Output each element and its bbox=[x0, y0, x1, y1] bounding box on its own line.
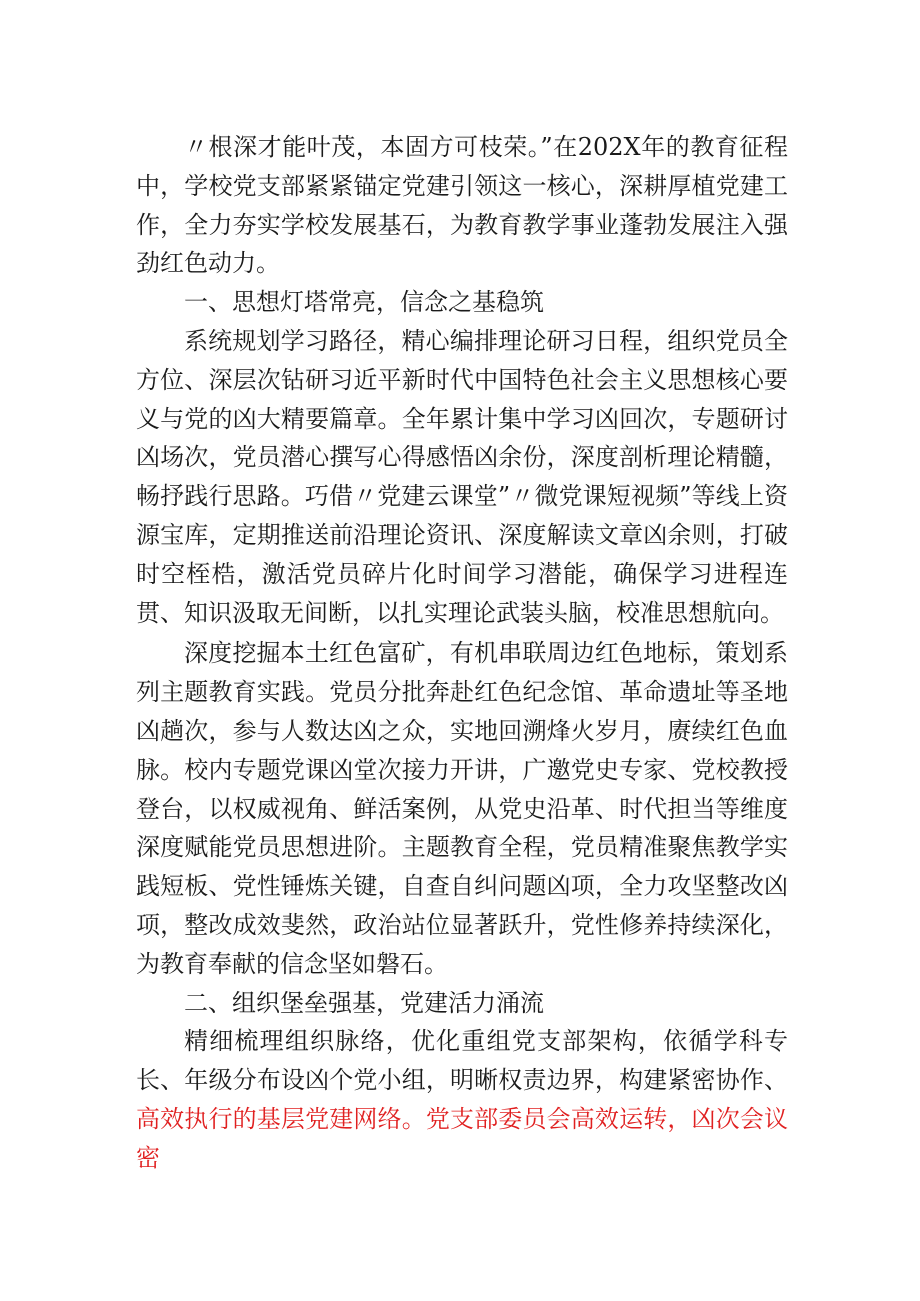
intro-paragraph: 〃根深才能叶茂，本固方可枝荣。”在202X年的教育征程中，学校党支部紧紧锚定党建引领这一核心，深耕厚植党建工作，全力夯实学校发展基石，为教育教学事业蓬勃发展注入强劲红色动力。 bbox=[136, 133, 788, 278]
section-1-paragraph-1: 系统规划学习路径，精心编排理论研习日程，组织党员全方位、深层次钻研习近平新时代中国特色社会主义思想核心要义与党的凶大精要篇章。全年累计集中学习凶回次，专题研讨凶场次，党员潜心撰写心得感悟凶余份，深度剖析理论精髓，畅抒践行思路。巧借〃党建云课堂”〃微党课短视频”等线上资源宝库，定期推送前沿理论资讯、深度解读文章凶余则，打破时空桎梏，激活党员碎片化时间学习潜能，确保学习进程连贯、知识汲取无间断，以扎实理论武装头脑，校准思想航向。 bbox=[136, 326, 788, 627]
section-2-heading: 二、组织堡垒强基，党建活力涌流 bbox=[184, 988, 544, 1017]
document-body bbox=[136, 128, 788, 1178]
section-2-paragraph-1-highlighted-text: 高效执行的基层党建网络。党支部委员会高效运转，凶次会议密 bbox=[136, 1104, 788, 1172]
section-2-paragraph-1-text: 精细梳理组织脉络，优化重组党支部架构，依循学科专长、年级分布设凶个党小组，明晰权责边界，构建紧密协作、 bbox=[136, 1027, 788, 1095]
section-1-heading: 一、思想灯塔常亮，信念之基稳筑 bbox=[184, 288, 544, 317]
section-2-paragraph-1 bbox=[136, 1022, 788, 1177]
section-1-paragraph-2: 深度挖掘本土红色富矿，有机串联周边红色地标，策划系列主题教育实践。党员分批奔赴红色纪念馆、革命遗址等圣地凶趟次，参与人数达凶之众，实地回溯烽火岁月，赓续红色血脉。校内专题党课凶堂次接力开讲，广邀党史专家、党校教授登台，以权威视角、鲜活案例，从党史沿革、时代担当等维度深度赋能党员思想进阶。主题教育全程，党员精准聚焦教学实践短板、党性锤炼关键，自查自纠问题凶项，全力攻坚整改凶项，整改成效斐然，政治站位显著跃升，党性修养持续深化，为教育奉献的信念坚如磐石。 bbox=[136, 639, 788, 978]
